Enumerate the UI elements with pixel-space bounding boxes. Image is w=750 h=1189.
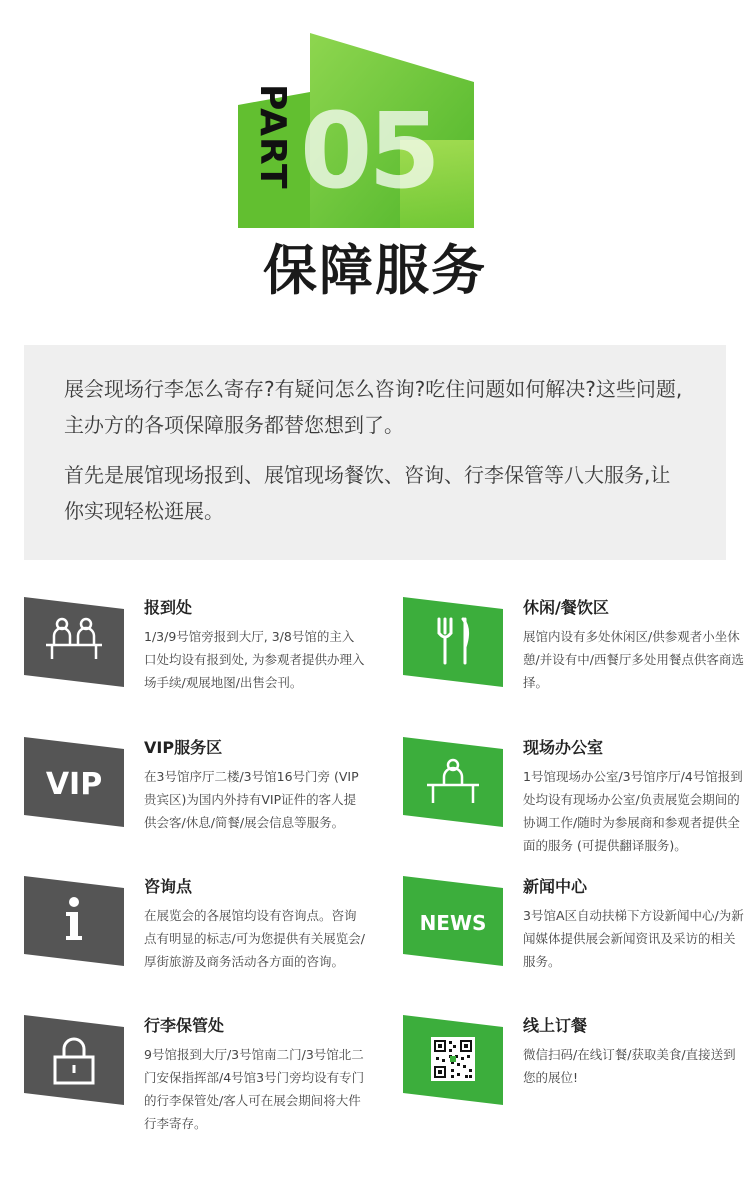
- service-title: 报到处: [144, 598, 193, 617]
- intro-paragraph-2: 首先是展馆现场报到、展馆现场餐饮、咨询、行李保管等八大服务,让你实现轻松逛展。: [64, 463, 671, 523]
- service-title: 休闲/餐饮区: [523, 598, 609, 617]
- service-title: 现场办公室: [523, 738, 604, 757]
- service-item-dining: [403, 597, 750, 737]
- part-number: 05: [300, 90, 437, 212]
- part-header: [0, 0, 750, 320]
- part-text: PART: [252, 84, 293, 190]
- service-description: 在展览会的各展馆均设有咨询点。咨询点有明显的标志/可为您提供有关展览会/厚街旅游及商务活动各方面的咨询。: [144, 908, 365, 969]
- service-title: 行李保管处: [144, 1016, 225, 1035]
- intro-paragraph-1: 展会现场行李怎么寄存?有疑问怎么咨询?吃住问题如何解决?这些问题,主办方的各项保障服务都替您想到了。: [64, 377, 683, 437]
- service-title: 线上订餐: [523, 1016, 588, 1035]
- service-title: VIP服务区: [144, 738, 223, 757]
- service-description: 1/3/9号馆旁报到大厅, 3/8号馆的主入口处均设有报到处, 为参观者提供办理入场手续/观展地图/出售会刊。: [144, 629, 365, 690]
- vip-icon-text: VIP: [45, 767, 103, 802]
- vip-icon: [24, 737, 124, 827]
- service-item-news: [403, 876, 750, 1016]
- service-item-vip: [24, 737, 374, 877]
- qr-code-icon[interactable]: [403, 1015, 503, 1105]
- page-title: 保障服务: [263, 239, 487, 302]
- intro-box: [24, 345, 726, 560]
- news-icon: [403, 876, 503, 966]
- service-title: 咨询点: [144, 877, 193, 896]
- service-title: 新闻中心: [523, 877, 588, 896]
- service-item-luggage: [24, 1015, 374, 1155]
- service-item-reception: [24, 597, 374, 737]
- service-description: 9号馆报到大厅/3号馆南二门/3号馆北二门安保指挥部/4号馆3号门旁均设有专门的行李保管处/客人可在展会期间将大件行李寄存。: [144, 1047, 365, 1131]
- part-label: [252, 84, 292, 204]
- reception-desk-icon: [24, 597, 124, 687]
- service-description: 1号馆现场办公室/3号馆序厅/4号馆报到处均设有现场办公室/负责展览会期间的协调工作/随时为参展商和参观者提供全面的服务 (可提供翻译服务)。: [523, 769, 743, 853]
- service-description: 3号馆A区自动扶梯下方设新闻中心/为新闻媒体提供展会新闻资讯及采访的相关服务。: [523, 908, 744, 969]
- service-item-info: [24, 876, 374, 1016]
- news-icon-text: NEWS: [419, 911, 487, 935]
- service-description: 在3号馆序厅二楼/3号馆16号门旁 (VIP贵宾区)为国内外持有VIP证件的客人提供会客/休息/简餐/展会信息等服务。: [144, 769, 359, 830]
- service-item-online-order: [403, 1015, 750, 1155]
- info-icon: [24, 876, 124, 966]
- service-item-office: [403, 737, 750, 877]
- service-description: 展馆内设有多处休闲区/供参观者小坐休憩/并设有中/西餐厅多处用餐点供客商选择。: [523, 629, 744, 690]
- office-desk-icon: [403, 737, 503, 827]
- lock-icon: [24, 1015, 124, 1105]
- service-description: 微信扫码/在线订餐/获取美食/直接送到您的展位!: [523, 1047, 736, 1085]
- fork-knife-icon: [403, 597, 503, 687]
